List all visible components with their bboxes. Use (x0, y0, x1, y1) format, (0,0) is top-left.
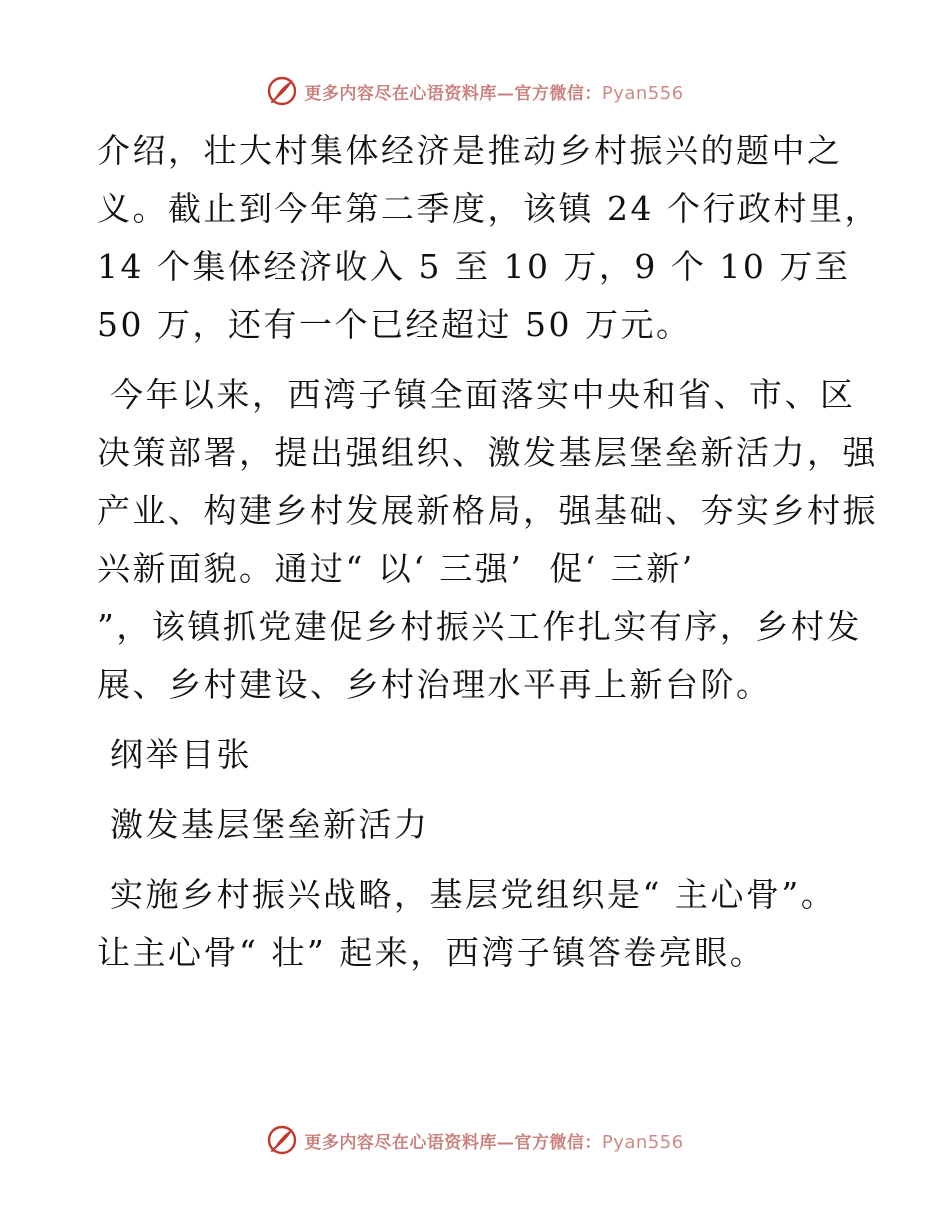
text-line: 实施乡村振兴战略，基层党组织是“ 主心骨”。 (97, 875, 837, 914)
quill-logo-icon (266, 75, 298, 107)
footer-watermark (0, 1120, 950, 1160)
heading-line: 激发基层堡垒新活力 (97, 805, 430, 844)
section-heading (97, 726, 857, 784)
heading-line: 纲举目张 (97, 735, 252, 774)
paragraph (97, 866, 857, 982)
watermark-id: Pyan556 (601, 1131, 684, 1153)
section-subheading (97, 796, 857, 854)
watermark-text: 更多内容尽在心语资料库—官方微信：Pyan556 (304, 1131, 684, 1153)
text-line: 介绍，壮大村集体经济是推动乡村振兴的题中之 (97, 131, 843, 170)
text-line: 产业、构建乡村发展新格局，强基础、夯实乡村振 (97, 491, 878, 530)
text-line: 兴新面貌。通过“ 以‘ 三强’ 促‘ 三新’ (97, 549, 695, 588)
text-line: 14 个集体经济收入 5 至 10 万，9 个 10 万至 (97, 247, 851, 286)
paragraph (97, 366, 878, 714)
header-watermark (0, 71, 950, 111)
watermark-id: Pyan556 (601, 82, 684, 104)
text-line: 决策部署，提出强组织、激发基层堡垒新活力，强 (97, 433, 878, 472)
text-line: 让主心骨“ 壮” 起来，西湾子镇答卷亮眼。 (97, 933, 766, 972)
quill-logo-icon (266, 1124, 298, 1156)
paragraph (97, 122, 880, 354)
text-line: 义。截止到今年第二季度，该镇 24 个行政村里， (97, 189, 880, 228)
text-line: 50 万，还有一个已经超过 50 万元。 (97, 305, 692, 344)
document-body (97, 122, 880, 982)
text-line: ”，该镇抓党建促乡村振兴工作扎实有序，乡村发 (97, 607, 862, 646)
watermark-text: 更多内容尽在心语资料库—官方微信：Pyan556 (304, 82, 684, 104)
text-line: 展、乡村建设、乡村治理水平再上新台阶。 (97, 665, 772, 704)
text-line: 今年以来，西湾子镇全面落实中央和省、市、区 (97, 375, 856, 414)
